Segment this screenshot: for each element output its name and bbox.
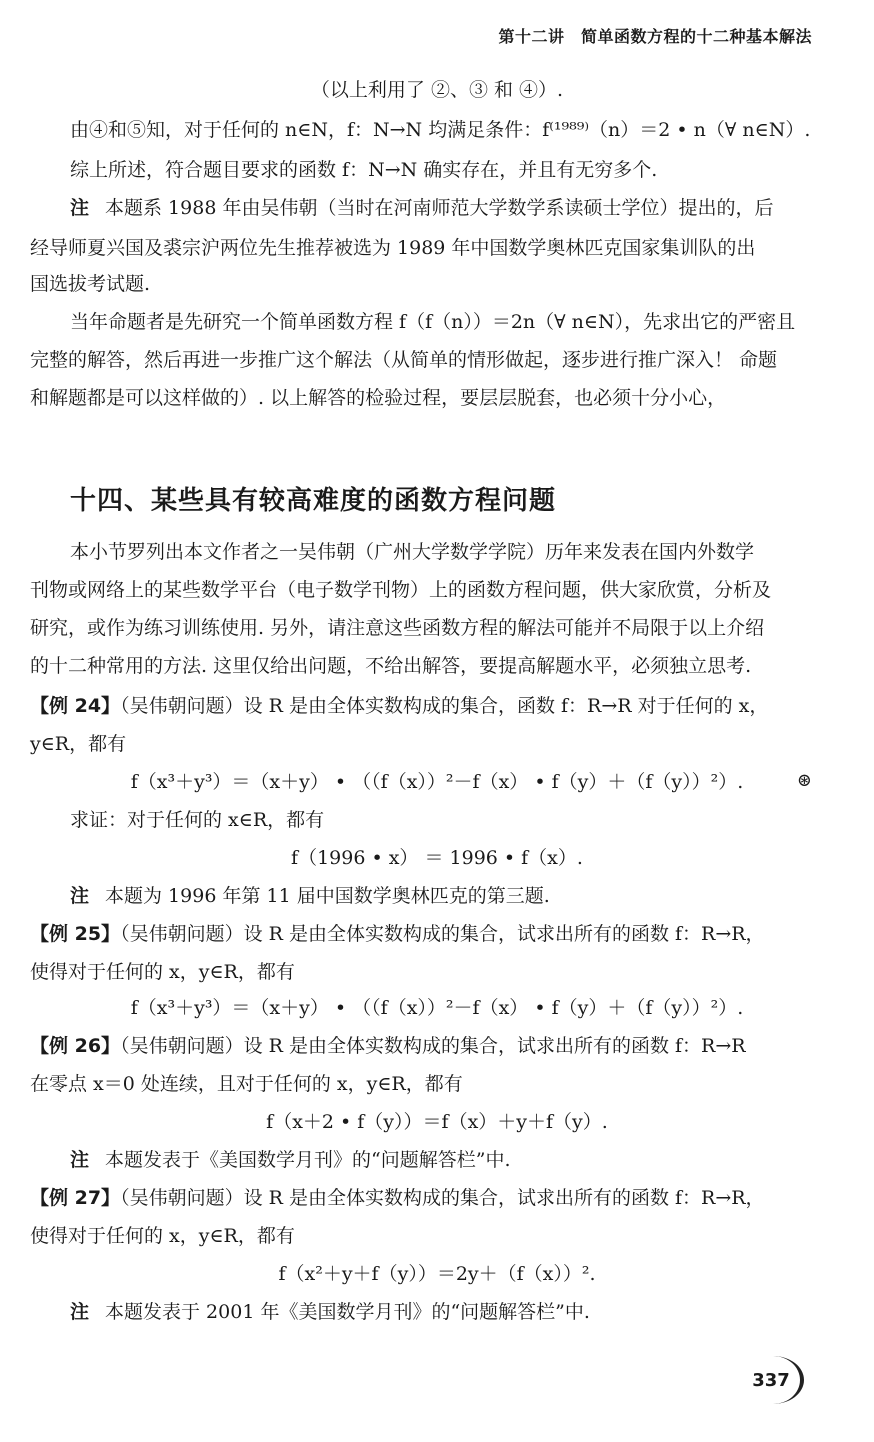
text-line: 求证：对于任何的 x∈R，都有 bbox=[70, 809, 325, 831]
note-text: 本题发表于《美国数学月刊》的“问题解答栏”中. bbox=[105, 1149, 511, 1171]
example-label: 【例 24】 bbox=[30, 695, 121, 717]
example-label: 【例 25】 bbox=[30, 923, 121, 945]
example-text: （吴伟朝问题）设 R 是由全体实数构成的集合，试求出所有的函数 f：R→R， bbox=[120, 923, 765, 945]
example-text: （吴伟朝问题）设 R 是由全体实数构成的集合，试求出所有的函数 f：R→R bbox=[120, 1035, 746, 1057]
text-line: 经导师夏兴国及裘宗沪两位先生推荐被选为 1989 年中国数学奥林匹克国家集训队的出 bbox=[30, 237, 756, 259]
text-line: 当年命题者是先研究一个简单函数方程 f（f（n））＝2n（∀ n∈N），先求出它的严密且 bbox=[70, 311, 796, 333]
text-line: 综上所述，符合题目要求的函数 f：N→N 确实存在，并且有无穷多个. bbox=[70, 159, 658, 181]
formula: f（x＋2 • f（y））＝f（x）＋y＋f（y）. bbox=[266, 1111, 608, 1133]
example-24-line bbox=[30, 694, 816, 718]
section-title: 十四、某些具有较高难度的函数方程问题 bbox=[70, 486, 557, 516]
note-label: 注 bbox=[70, 197, 90, 219]
example-text: （吴伟朝问题）设 R 是由全体实数构成的集合，函数 f：R→R 对于任何的 x， bbox=[120, 695, 769, 717]
note-line bbox=[70, 1300, 816, 1324]
text-line: 在零点 x＝0 处连续，且对于任何的 x，y∈R，都有 bbox=[30, 1073, 463, 1095]
text-line: 使得对于任何的 x，y∈R，都有 bbox=[30, 961, 295, 983]
page-number: 337 bbox=[742, 1356, 804, 1404]
example-text: （吴伟朝问题）设 R 是由全体实数构成的集合，试求出所有的函数 f：R→R， bbox=[120, 1187, 765, 1209]
text-line: 由④和⑤知，对于任何的 n∈N，f：N→N 均满足条件：f⁽¹⁹⁸⁹⁾（n）＝2 • n（∀ n∈N）. bbox=[70, 119, 811, 141]
equation-tag: ⊛ bbox=[796, 770, 812, 791]
paragraph-line: 的十二种常用的方法. 这里仅给出问题，不给出解答，要提高解题水平，必须独立思考. bbox=[30, 655, 752, 677]
text-line: （以上利用了 ②、③ 和 ④）. bbox=[310, 79, 564, 101]
example-25-line bbox=[30, 922, 816, 946]
note-label: 注 bbox=[70, 885, 90, 907]
note-line bbox=[70, 1148, 816, 1172]
formula: f（x²＋y＋f（y））＝2y＋（f（x））². bbox=[278, 1263, 596, 1285]
formula: f（1996 • x） ＝ 1996 • f（x）. bbox=[291, 847, 583, 869]
note-line bbox=[70, 196, 816, 220]
note-text: 本题系 1988 年由吴伟朝（当时在河南师范大学数学系读硕士学位）提出的，后 bbox=[105, 197, 774, 219]
running-header: 第十二讲 简单函数方程的十二种基本解法 bbox=[498, 27, 812, 46]
note-label: 注 bbox=[70, 1149, 90, 1171]
formula: f（x³＋y³）＝（x＋y） • （（f（x））²－f（x） • f（y）＋（f（y））²）. bbox=[130, 997, 744, 1019]
paragraph-line: 刊物或网络上的某些数学平台（电子数学刊物）上的函数方程问题，供大家欣赏，分析及 bbox=[30, 579, 772, 601]
paragraph-line: 本小节罗列出本文作者之一吴伟朝（广州大学数学学院）历年来发表在国内外数学 bbox=[70, 541, 755, 563]
text-line: 和解题都是可以这样做的）. 以上解答的检验过程，要层层脱套，也必须十分小心， bbox=[30, 387, 727, 409]
text-line: 完整的解答，然后再进一步推广这个解法（从简单的情形做起，逐步进行推广深入！ 命题 bbox=[30, 349, 778, 371]
formula: f（x³＋y³）＝（x＋y） • （（f（x））²－f（x） • f（y）＋（f（y））²）. bbox=[130, 771, 744, 793]
note-label: 注 bbox=[70, 1301, 90, 1323]
text-line: 国选拔考试题. bbox=[30, 273, 151, 295]
text-line: 使得对于任何的 x，y∈R，都有 bbox=[30, 1225, 295, 1247]
example-26-line bbox=[30, 1034, 816, 1058]
example-label: 【例 27】 bbox=[30, 1187, 121, 1209]
example-label: 【例 26】 bbox=[30, 1035, 121, 1057]
text-line: y∈R，都有 bbox=[30, 733, 127, 755]
example-27-line bbox=[30, 1186, 816, 1210]
paragraph-line: 研究，或作为练习训练使用. 另外，请注意这些函数方程的解法可能并不局限于以上介绍 bbox=[30, 617, 765, 639]
note-text: 本题为 1996 年第 11 届中国数学奥林匹克的第三题. bbox=[105, 885, 550, 907]
note-line bbox=[70, 884, 816, 908]
note-text: 本题发表于 2001 年《美国数学月刊》的“问题解答栏”中. bbox=[105, 1301, 590, 1323]
